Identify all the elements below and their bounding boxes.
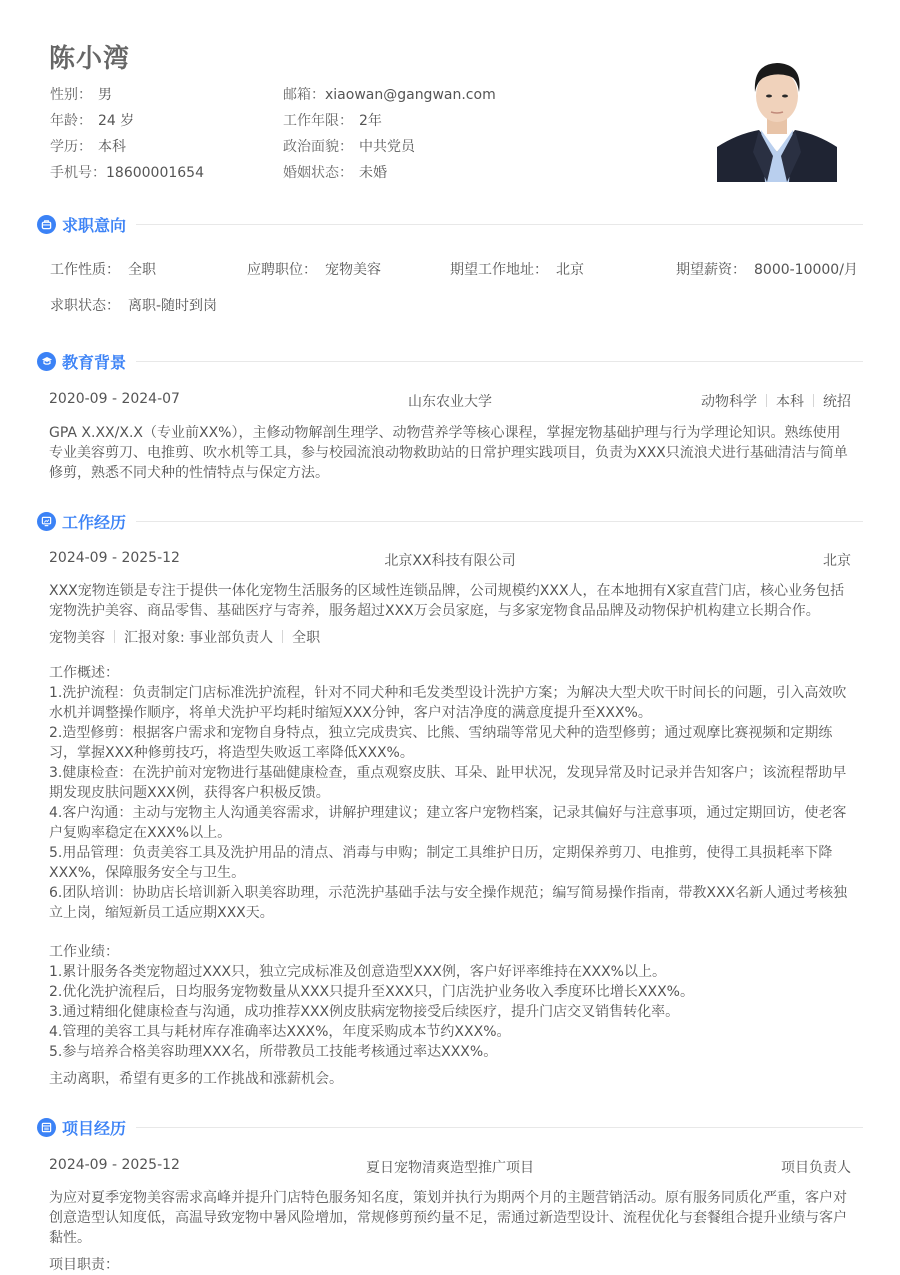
candidate-name: 陈小湾 [49,44,131,74]
section-title: 求职意向 [62,215,127,235]
work-period: 2024-09 - 2025-12 [49,550,180,566]
info-label: 学历： [50,139,92,155]
section-divider [136,224,863,225]
intent-value: 全职 [128,262,156,278]
intent-value: 离职-随时到岗 [128,298,218,314]
info-label: 政治面貌： [283,139,353,155]
info-label: 手机号： [50,165,106,181]
intent-label: 求职状态： [50,298,120,314]
info-value: 男 [98,87,112,103]
education-description-text: GPA X.XX/X.X（专业前XX%），主修动物解剖生理学、动物营养学等核心课程，掌握宠物基础护理与行为学理论知识。熟练使用专业美容剪刀、电推剪、吹水机等工具，参与校园流浪动物救助站的日常护理实践项目，负责为XXX只流浪犬进行基础清洁与简单修剪，熟悉不同犬种的性情特点与保定方法。 [49,425,848,481]
work-leave-reason-text: 主动离职，希望有更多的工作挑战和涨薪机会。 [49,1071,343,1087]
divider [114,630,115,643]
work-achievement-item: 3.通过精细化健康检查与沟通，成功推荐XXX例皮肤病宠物接受后续医疗，提升门店交叉销售转化率。 [49,1004,680,1020]
info-label: 婚姻状态： [283,165,353,181]
intent-location [450,259,584,279]
education-entry-header [49,391,851,411]
work-entry-header [49,550,851,570]
work-overview-item: 3.健康检查：在洗护前对宠物进行基础健康检查，重点观察皮肤、耳朵、趾甲状况，发现异常及时记录并告知客户；该流程帮助早期发现皮肤问题XXX例，获得客户积极反馈。 [49,765,847,801]
work-overview-item: 5.用品管理：负责美容工具及洗护用品的清点、消毒与申购；制定工具维护日历，定期保养剪刀、电推剪，使得工具损耗率下降XXX%，保障服务安全与卫生。 [49,845,833,881]
info-value: 本科 [98,139,126,155]
info-political-status [283,137,415,157]
info-value: 2年 [359,113,382,129]
info-value: xiaowan@gangwan.com [325,87,496,103]
info-gender [50,85,112,105]
education-period: 2020-09 - 2024-07 [49,391,180,407]
info-marital-status [283,163,387,183]
intent-value: 8000-10000/月 [754,262,858,278]
info-value: 中共党员 [359,139,415,155]
work-overview-item: 1.洗护流程：负责制定门店标准洗护流程，针对不同犬种和毛发类型设计洗护方案；为解决大型犬吹干时间长的问题，引入高效吹水机并调整操作顺序，将单犬洗护平均耗时缩短XXX分钟，客户对洁净度的满意度提升至XXX%。 [49,685,847,721]
section-header-education [37,348,863,374]
project-duties [49,1255,854,1275]
work-overview-title: 工作概述： [49,665,119,681]
education-school: 山东农业大学 [408,394,492,410]
section-header-intent [37,211,863,237]
window-icon [37,1118,56,1137]
intent-value: 宠物美容 [325,262,381,278]
project-duties-title: 项目职责： [49,1257,119,1273]
section-divider [136,1127,863,1128]
work-role: 宠物美容 [49,630,105,646]
project-entry-header [49,1157,851,1177]
info-email [283,85,496,105]
education-meta [701,391,851,411]
info-value: 18600001654 [106,165,204,181]
portrait-icon [717,52,837,182]
work-achievements [49,942,854,1062]
work-achievement-item: 2.优化洗护流程后，日均服务宠物数量从XXX只提升至XXX只，门店洗护业务收入季度环比增长XXX%。 [49,984,694,1000]
info-value: 24 岁 [98,113,135,129]
work-leave-reason [49,1069,854,1089]
work-achievement-item: 4.管理的美容工具与耗材库存准确率达XXX%，年度采购成本节约XXX%。 [49,1024,511,1040]
education-major: 动物科学 [701,394,757,410]
info-education [50,137,126,157]
project-description [49,1188,854,1248]
divider [282,630,283,643]
work-report-to: 汇报对象: 事业部负责人 [124,630,274,646]
intent-status [50,295,217,315]
work-achievement-item: 1.累计服务各类宠物超过XXX只，独立完成标准及创意造型XXX例，客户好评率维持在XXX%以上。 [49,964,666,980]
education-degree: 本科 [776,394,804,410]
info-label: 工作年限： [283,113,353,129]
section-divider [136,361,863,362]
project-role: 项目负责人 [781,1160,851,1176]
education-description [49,423,854,483]
intent-label: 工作性质： [50,262,120,278]
profile-photo [717,52,837,182]
work-company-description [49,581,854,621]
work-company: 北京XX科技有限公司 [384,553,516,569]
section-title: 项目经历 [62,1118,127,1138]
info-label: 年龄： [50,113,92,129]
info-label: 邮箱： [283,87,325,103]
intent-salary [676,259,858,279]
divider [813,394,814,407]
work-company-description-text: XXX宠物连锁是专注于提供一体化宠物生活服务的区域性连锁品牌，公司规模约XXX人，在本地拥有X家直营门店，核心业务包括宠物洗护美容、商品零售、基础医疗与寄养，服务超过XXX万会员家庭，与多家宠物食品品牌及动物保护机构建立长期合作。 [49,583,845,619]
section-header-work [37,508,863,534]
info-age [50,111,134,131]
work-overview-item: 2.造型修剪：根据客户需求和宠物自身特点，独立完成贵宾、比熊、雪纳瑞等常见犬种的造型修剪；通过观摩比赛视频和定期练习，掌握XXX种修剪技巧，将造型失败返工率降低XXX%。 [49,725,833,761]
intent-label: 期望工作地址： [450,262,548,278]
divider [766,394,767,407]
work-city: 北京 [823,553,851,569]
info-value: 未婚 [359,165,387,181]
intent-value: 北京 [556,262,584,278]
work-job-type: 全职 [292,630,321,646]
work-achievements-title: 工作业绩： [49,944,119,960]
intent-job-type [50,259,156,279]
section-divider [136,521,863,522]
section-header-project [37,1114,863,1140]
work-overview-item: 6.团队培训：协助店长培训新入职美容助理，示范洗护基础手法与安全操作规范；编写简易操作指南，带教XXX名新人通过考核独立上岗，缩短新员工适应期XXX天。 [49,885,848,921]
education-type: 统招 [823,394,851,410]
project-name: 夏日宠物清爽造型推广项目 [366,1160,534,1176]
intent-position [247,259,381,279]
intent-label: 期望薪资： [676,262,746,278]
work-overview [49,663,854,923]
project-period: 2024-09 - 2025-12 [49,1157,180,1173]
work-achievement-item: 5.参与培养合格美容助理XXX名，所带教员工技能考核通过率达XXX%。 [49,1044,498,1060]
work-overview-item: 4.客户沟通：主动与宠物主人沟通美容需求，讲解护理建议；建立客户宠物档案，记录其偏好与注意事项，通过定期回访，使老客户复购率稳定在XXX%以上。 [49,805,847,841]
graduation-cap-icon [37,352,56,371]
intent-label: 应聘职位： [247,262,317,278]
info-phone [50,163,204,183]
info-work-years [283,111,382,131]
section-title: 工作经历 [62,512,127,532]
info-label: 性别： [50,87,92,103]
section-title: 教育背景 [62,352,127,372]
work-role-meta [49,628,854,648]
project-description-text: 为应对夏季宠物美容需求高峰并提升门店特色服务知名度，策划并执行为期两个月的主题营销活动。原有服务同质化严重，客户对创意造型认知度低，高温导致宠物中暑风险增加，常规修剪预约量不足，需通过新造型设计、流程优化与套餐组合提升业绩与客户黏性。 [49,1190,847,1246]
monitor-icon [37,512,56,531]
briefcase-icon [37,215,56,234]
